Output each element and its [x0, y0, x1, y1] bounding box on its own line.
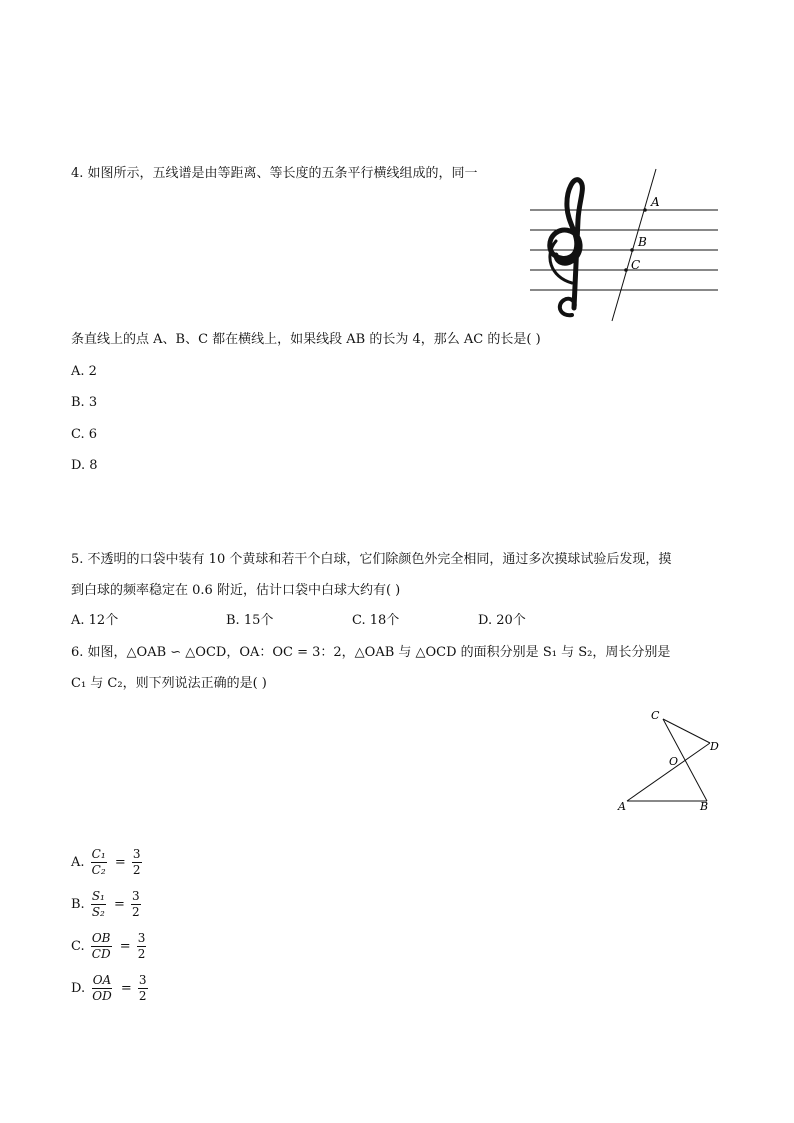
q6-option-d-rhs-fraction: [138, 974, 148, 1003]
point-a: [643, 208, 647, 212]
q6-option-d-lhs-fraction: [91, 974, 112, 1003]
q5-stem-line2: 到白球的频率稳定在 0.6 附近，估计口袋中白球大约有( ): [71, 583, 401, 598]
q6-option-d-rhs-denominator: 2: [138, 989, 147, 1003]
q6-option-a-lhs-fraction: [91, 848, 107, 877]
q6-option-b-rhs-fraction: [131, 890, 141, 919]
q6-option-a-numerator: C₁: [91, 847, 106, 861]
label-d-vertex: D: [710, 740, 719, 753]
q5-option-a[interactable]: A. 12个: [71, 613, 119, 628]
staff-figure: [520, 165, 725, 325]
label-a-vertex: A: [618, 800, 626, 813]
q4-option-a[interactable]: A. 2: [71, 364, 97, 379]
q6-option-c-equals: =: [119, 938, 131, 954]
label-b: B: [638, 235, 647, 249]
q6-option-d-label: D.: [71, 980, 86, 996]
q6-option-a-rhs-numerator: 3: [132, 847, 141, 861]
label-a: A: [651, 195, 660, 209]
q6-option-b-lhs-fraction: [91, 890, 106, 919]
point-b: [630, 248, 634, 252]
q6-option-b-denominator: S₂: [91, 905, 105, 919]
q6-option-a-equals: =: [114, 854, 126, 870]
treble-clef-icon: [550, 180, 583, 316]
q6-option-a-rhs-fraction: [132, 848, 142, 877]
label-c: C: [631, 258, 641, 272]
q6-option-d-numerator: OA: [92, 973, 112, 987]
label-o-vertex: O: [669, 755, 679, 768]
q6-option-a-rhs-denominator: 2: [132, 863, 141, 877]
q5-option-b[interactable]: B. 15个: [226, 613, 274, 628]
q6-option-d-denominator: OD: [92, 989, 112, 1003]
q5-option-d[interactable]: D. 20个: [478, 613, 526, 628]
q6-option-d[interactable]: [71, 974, 148, 1003]
q6-option-a-label: A.: [71, 854, 85, 870]
label-c-vertex: C: [651, 709, 660, 722]
q6-option-c-rhs-fraction: [137, 932, 147, 961]
q6-option-b-rhs-denominator: 2: [132, 905, 140, 919]
q6-option-c-numerator: OB: [91, 931, 111, 945]
q6-option-d-equals: =: [120, 980, 132, 996]
q6-option-c-label: C.: [71, 938, 85, 954]
q6-stem-line1: 6. 如图，△OAB ∽ △OCD，OA：OC = 3：2，△OAB 与 △OCD 的面积分别是 S₁ 与 S₂，周长分别是: [71, 645, 671, 660]
q6-option-b-label: B.: [71, 896, 85, 912]
triangle-figure: [610, 705, 725, 815]
q6-option-c-denominator: CD: [91, 947, 111, 961]
q6-option-c[interactable]: [71, 932, 146, 961]
q4-option-c[interactable]: C. 6: [71, 427, 98, 442]
q4-option-d[interactable]: D. 8: [71, 458, 98, 473]
label-b-vertex: B: [700, 800, 709, 813]
q4-stem-line2: 条直线上的点 A、B、C 都在横线上，如果线段 AB 的长为 4，那么 AC 的长是( ): [71, 332, 541, 347]
q6-option-d-rhs-numerator: 3: [138, 973, 147, 987]
point-c: [624, 268, 628, 272]
q6-option-c-rhs-denominator: 2: [137, 947, 146, 961]
q5-option-c[interactable]: C. 18个: [352, 613, 400, 628]
q6-option-b-equals: =: [114, 896, 125, 912]
q4-option-b[interactable]: B. 3: [71, 395, 98, 410]
q5-stem-line1: 5. 不透明的口袋中装有 10 个黄球和若干个白球，它们除颜色外完全相同，通过多次摸球试验后发现，摸: [71, 552, 672, 567]
q6-option-c-rhs-numerator: 3: [137, 931, 146, 945]
transversal-line: [612, 169, 656, 321]
q6-option-a-denominator: C₂: [91, 863, 106, 877]
q6-stem-line2: C₁ 与 C₂，则下列说法正确的是( ): [71, 676, 267, 691]
q6-option-a[interactable]: [71, 848, 142, 877]
q6-option-b-numerator: S₁: [91, 889, 105, 903]
q6-option-c-lhs-fraction: [91, 932, 112, 961]
q4-stem-line1: 4. 如图所示，五线谱是由等距离、等长度的五条平行横线组成的，同一: [71, 166, 478, 181]
q6-option-b[interactable]: [71, 890, 141, 919]
q6-option-b-rhs-numerator: 3: [132, 889, 140, 903]
